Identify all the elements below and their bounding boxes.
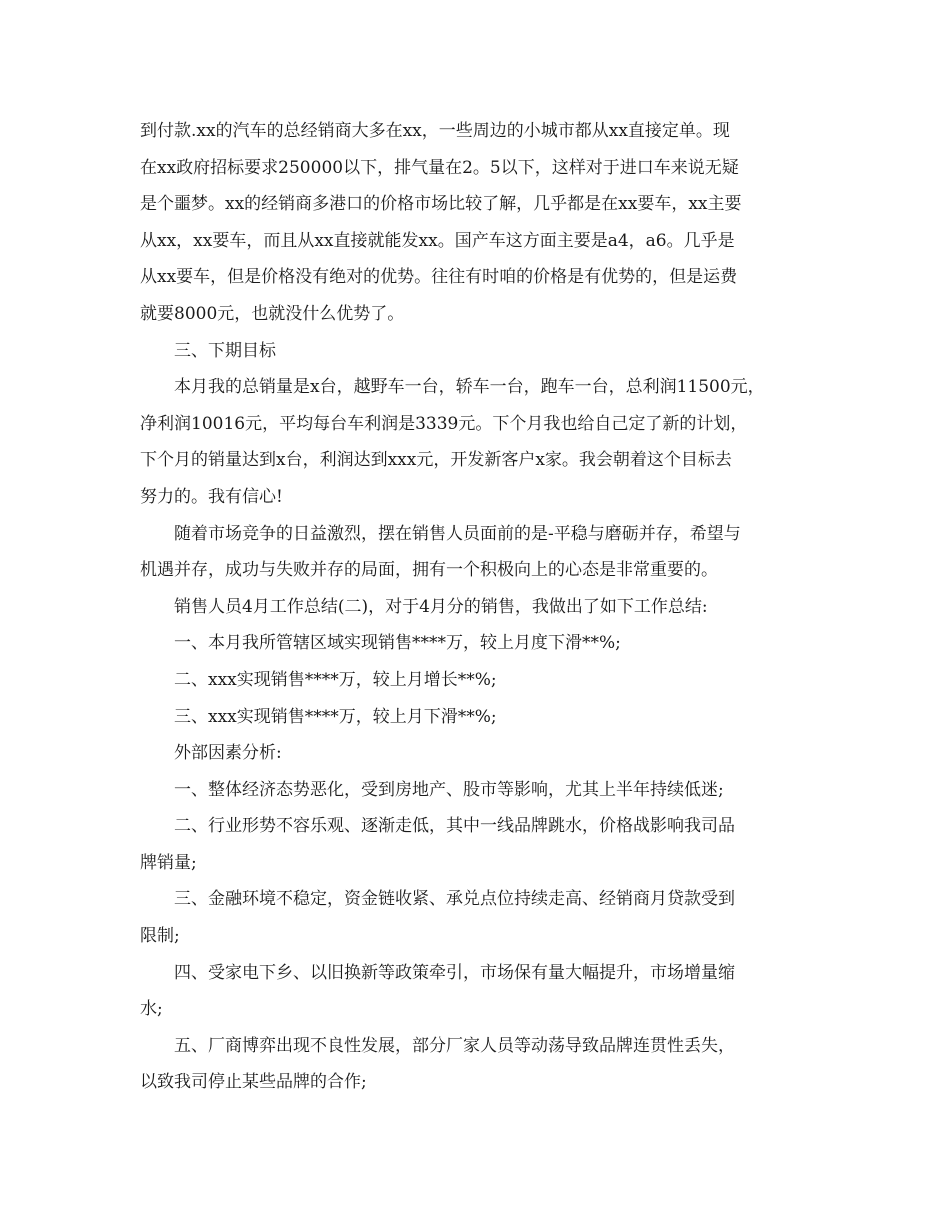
text-line: 牌销量; xyxy=(140,852,197,873)
text-line: 就要8000元，也就没什么优势了。 xyxy=(140,303,405,324)
text-line: 四、受家电下乡、以旧换新等政策牵引，市场保有量大幅提升，市场增量缩 xyxy=(174,962,735,983)
text-line: 本月我的总销量是x台，越野车一台，轿车一台，跑车一台，总利润11500元， xyxy=(174,377,765,398)
document-body xyxy=(140,113,830,1101)
text-line: 下个月的销量达到x台，利润达到xxx元，开发新客户x家。我会朝着这个目标去 xyxy=(140,450,732,471)
text-line: 在xx政府招标要求250000以下，排气量在2。5以下，这样对于进口车来说无疑 xyxy=(140,157,739,178)
text-line: 外部因素分析: xyxy=(174,743,282,764)
text-line: 销售人员4月工作总结(二)，对于4月分的销售，我做出了如下工作总结: xyxy=(174,596,708,617)
text-line: 限制; xyxy=(140,926,180,947)
text-line: 是个噩梦。xx的经销商多港口的价格市场比较了解，几乎都是在xx要车，xx主要 xyxy=(140,194,742,215)
text-line: 水; xyxy=(140,999,163,1020)
text-line: 三、金融环境不稳定，资金链收紧、承兑点位持续走高、经销商月贷款受到 xyxy=(174,889,735,910)
text-line: 二、行业形势不容乐观、逐渐走低，其中一线品牌跳水，价格战影响我司品 xyxy=(174,816,735,837)
text-line: 三、下期目标 xyxy=(174,340,276,361)
text-line: 三、xxx实现销售****万，较上月下滑**%; xyxy=(174,706,497,727)
text-line: 机遇并存，成功与失败并存的局面，拥有一个积极向上的心态是非常重要的。 xyxy=(140,560,718,581)
text-line: 一、本月我所管辖区域实现销售****万，较上月度下滑**%; xyxy=(174,633,621,654)
text-line: 二、xxx实现销售****万，较上月增长**%; xyxy=(174,669,497,690)
text-line: 从xx要车，但是价格没有绝对的优势。往往有时咱的价格是有优势的，但是运费 xyxy=(140,267,738,288)
text-line: 以致我司停止某些品牌的合作; xyxy=(140,1072,367,1093)
text-line: 从xx，xx要车，而且从xx直接就能发xx。国产车这方面主要是a4，a6。几乎是 xyxy=(140,230,735,251)
text-line: 到付款.xx的汽车的总经销商大多在xx，一些周边的小城市都从xx直接定单。现 xyxy=(140,121,730,141)
text-line: 五、厂商博弈出现不良性发展，部分厂家人员等动荡导致品牌连贯性丢失， xyxy=(174,1035,735,1056)
text-line: 一、整体经济态势恶化，受到房地产、股市等影响，尤其上半年持续低迷; xyxy=(174,779,724,800)
text-line: 努力的。我有信心! xyxy=(140,486,283,507)
text-line: 随着市场竞争的日益激烈，摆在销售人员面前的是-平稳与磨砺并存，希望与 xyxy=(174,523,741,544)
text-line: 净利润10016元，平均每台车利润是3339元。下个月我也给自己定了新的计划， xyxy=(140,413,748,434)
